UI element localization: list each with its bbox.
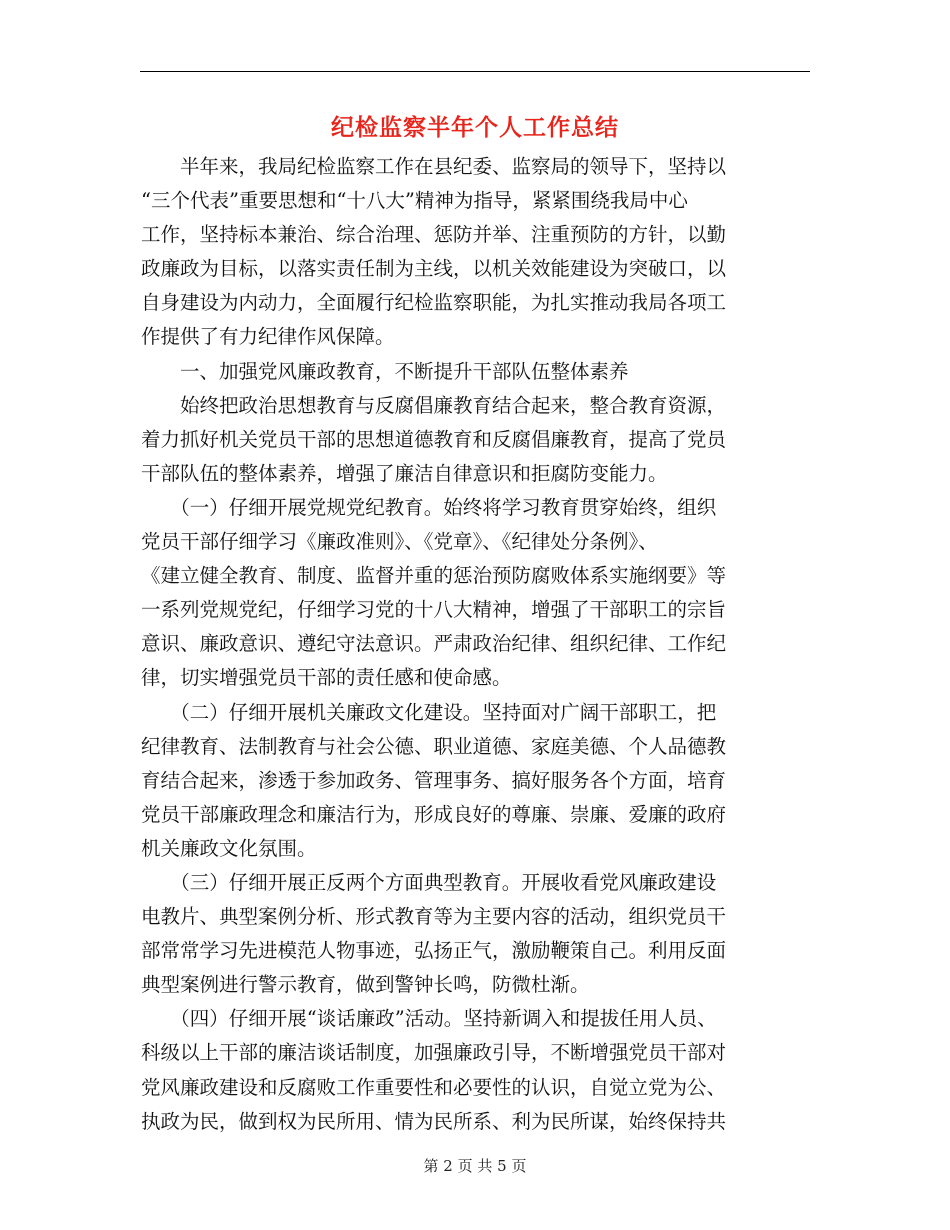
text-line: 党风廉政建设和反腐败工作重要性和必要性的认识，自觉立党为公、 bbox=[141, 1075, 727, 1099]
text-line: 意识、廉政意识、遵纪守法意识。严肃政治纪律、组织纪律、工作纪 bbox=[141, 632, 727, 656]
text-line: 律，切实增强党员干部的责任感和使命感。 bbox=[141, 666, 512, 690]
text-line: 《建立健全教育、制度、监督并重的惩治预防腐败体系实施纲要》等 bbox=[141, 564, 727, 588]
text-line: （三）仔细开展正反两个方面典型教育。开展收看党风廉政建设 bbox=[141, 870, 717, 894]
text-line: 育结合起来，渗透于参加政务、管理事务、搞好服务各个方面，培育 bbox=[141, 768, 727, 792]
text-line: 党员干部仔细学习《廉政准则》、《党章》、《纪律处分条例》、 bbox=[141, 530, 658, 554]
header-rule bbox=[140, 71, 810, 72]
text-line: 一、加强党风廉政教育，不断提升干部队伍整体素养 bbox=[141, 359, 629, 383]
text-line: 半年来，我局纪检监察工作在县纪委、监察局的领导下，坚持以 bbox=[141, 155, 727, 178]
text-line: 纪律教育、法制教育与社会公德、职业道德、家庭美德、个人品德教 bbox=[141, 734, 727, 758]
text-line: 电教片、典型案例分析、形式教育等为主要内容的活动，组织党员干 bbox=[141, 905, 727, 929]
text-line: 科级以上干部的廉洁谈话制度，加强廉政引导，不断增强党员干部对 bbox=[141, 1041, 727, 1065]
text-line: “三个代表”重要思想和“十八大”精神为指导，紧紧围绕我局中心 bbox=[141, 189, 688, 213]
text-line: 政廉政为目标，以落实责任制为主线，以机关效能建设为突破口，以 bbox=[141, 257, 727, 281]
document-title: 纪检监察半年个人工作总结 bbox=[331, 114, 619, 141]
text-line: 着力抓好机关党员干部的思想道德教育和反腐倡廉教育，提高了党员 bbox=[141, 427, 727, 451]
text-line: （一）仔细开展党规党纪教育。始终将学习教育贯穿始终，组织 bbox=[141, 495, 717, 519]
text-line: （二）仔细开展机关廉政文化建设。坚持面对广阔干部职工，把 bbox=[141, 700, 717, 724]
text-line: 部常常学习先进模范人物事迹，弘扬正气，激励鞭策自己。利用反面 bbox=[141, 939, 727, 963]
text-line: 机关廉政文化氛围。 bbox=[141, 836, 317, 860]
text-line: 工作，坚持标本兼治、综合治理、惩防并举、注重预防的方针，以勤 bbox=[141, 223, 727, 247]
text-line: 自身建设为内动力，全面履行纪检监察职能，为扎实推动我局各项工 bbox=[141, 291, 727, 315]
text-line: （四）仔细开展“谈话廉政”活动。坚持新调入和提拔任用人员、 bbox=[141, 1007, 717, 1031]
text-line: 执政为民，做到权为民所用、情为民所系、利为民所谋，始终保持共 bbox=[141, 1109, 727, 1133]
page-footer: 第 2 页 共 5 页 bbox=[423, 1157, 527, 1175]
text-line: 党员干部廉政理念和廉洁行为，形成良好的尊廉、崇廉、爱廉的政府 bbox=[141, 802, 727, 826]
document-body bbox=[141, 150, 809, 1139]
text-line: 一系列党规党纪，仔细学习党的十八大精神，增强了干部职工的宗旨 bbox=[141, 598, 727, 622]
text-line: 干部队伍的整体素养，增强了廉洁自律意识和拒腐防变能力。 bbox=[141, 461, 668, 485]
text-line: 作提供了有力纪律作风保障。 bbox=[141, 325, 395, 349]
text-line: 典型案例进行警示教育，做到警钟长鸣，防微杜渐。 bbox=[141, 973, 590, 997]
text-line: 始终把政治思想教育与反腐倡廉教育结合起来，整合教育资源， bbox=[141, 393, 727, 417]
